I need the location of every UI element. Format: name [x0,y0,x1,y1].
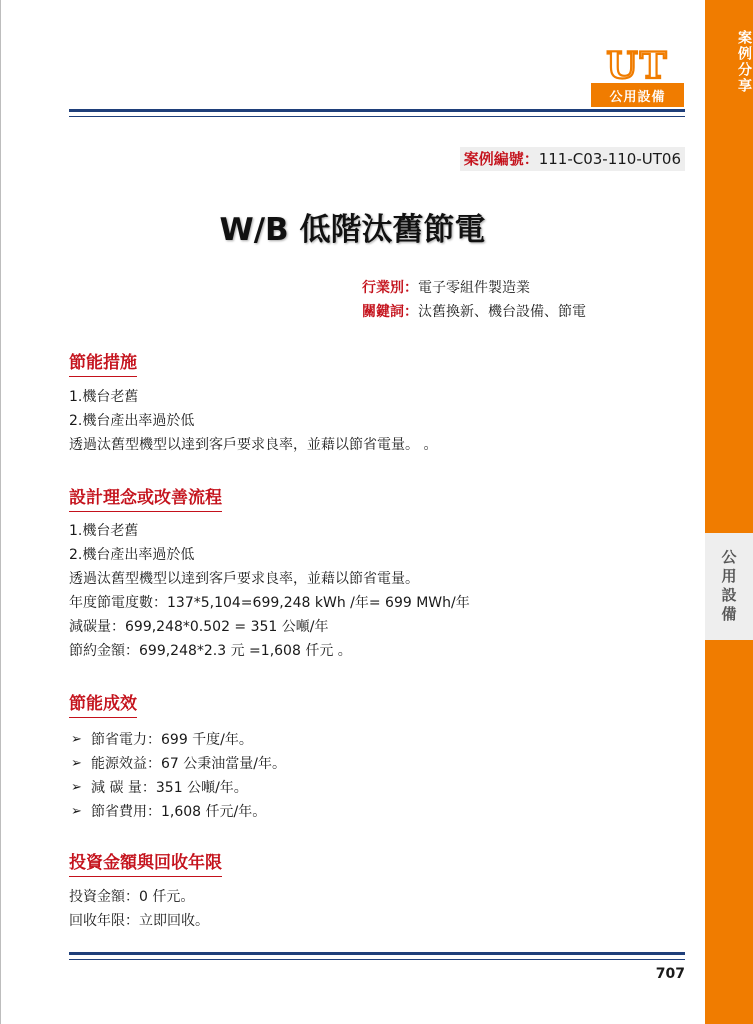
body-line: 投資金額：0 仟元。 [69,889,195,905]
body-line: 1.機台老舊 [69,389,139,405]
list-item: ➢ 能源效益：67 公秉油當量/年。 [71,752,286,776]
results-bullet-list [71,728,286,824]
case-id-label: 案例編號： [463,150,539,168]
arrow-bullet-icon: ➢ [71,780,82,795]
ut-logo [591,47,684,109]
body-line: 年度節電度數：137*5,104=699,248 kWh /年= 699 MWh/年 [69,595,470,611]
section-heading-measures: 節能措施 [69,348,137,377]
keywords-label: 關鍵詞： [362,304,418,320]
industry-value: 電子零組件製造業 [418,280,530,296]
body-line: 節約金額：699,248*2.3 元 =1,608 仟元 。 [69,643,352,659]
industry-label: 行業別： [362,280,418,296]
footer-rule [69,952,685,960]
case-id [460,147,685,171]
list-item: ➢ 節省電力：699 千度/年。 [71,728,286,752]
section-heading-investment: 投資金額與回收年限 [69,848,222,877]
svg-text:UT: UT [606,47,669,83]
keywords-value: 汰舊換新、機台設備、節電 [418,304,586,320]
body-line: 2.機台產出率過於低 [69,413,195,429]
body-line: 透過汰舊型機型以達到客戶要求良率，並藉以節省電量。 [69,571,419,587]
body-line: 回收年限：立即回收。 [69,913,209,929]
sidebar [705,0,753,1024]
body-line: 減碳量：699,248*0.502 = 351 公噸/年 [69,619,329,635]
page-left-border [0,0,1,1024]
sidebar-tab-utility-equipment[interactable]: 公用設備 [705,533,753,640]
ut-logo-letters [591,47,684,83]
arrow-bullet-icon: ➢ [71,804,82,819]
arrow-bullet-icon: ➢ [71,756,82,771]
list-item: ➢ 減 碳 量：351 公噸/年。 [71,776,286,800]
section-body-design [69,519,470,663]
section-heading-design: 設計理念或改善流程 [69,483,222,512]
section-body-measures [69,385,437,457]
arrow-bullet-icon: ➢ [71,732,82,747]
header-rule [69,109,685,117]
sidebar-tab-case-share[interactable]: 案例分享 [736,30,752,94]
body-line: 透過汰舊型機型以達到客戶要求良率，並藉以節省電量。 。 [69,437,438,453]
page-number: 707 [655,966,685,982]
body-line: 1.機台老舊 [69,523,139,539]
section-heading-results: 節能成效 [69,689,137,718]
case-id-value: 111-C03-110-UT06 [538,150,681,168]
ut-logo-badge: 公用設備 [591,83,684,107]
page-title: W/B 低階汰舊節電 [219,212,486,248]
body-line: 2.機台產出率過於低 [69,547,195,563]
section-body-investment [69,885,209,933]
case-meta [362,276,586,324]
list-item: ➢ 節省費用：1,608 仟元/年。 [71,800,286,824]
